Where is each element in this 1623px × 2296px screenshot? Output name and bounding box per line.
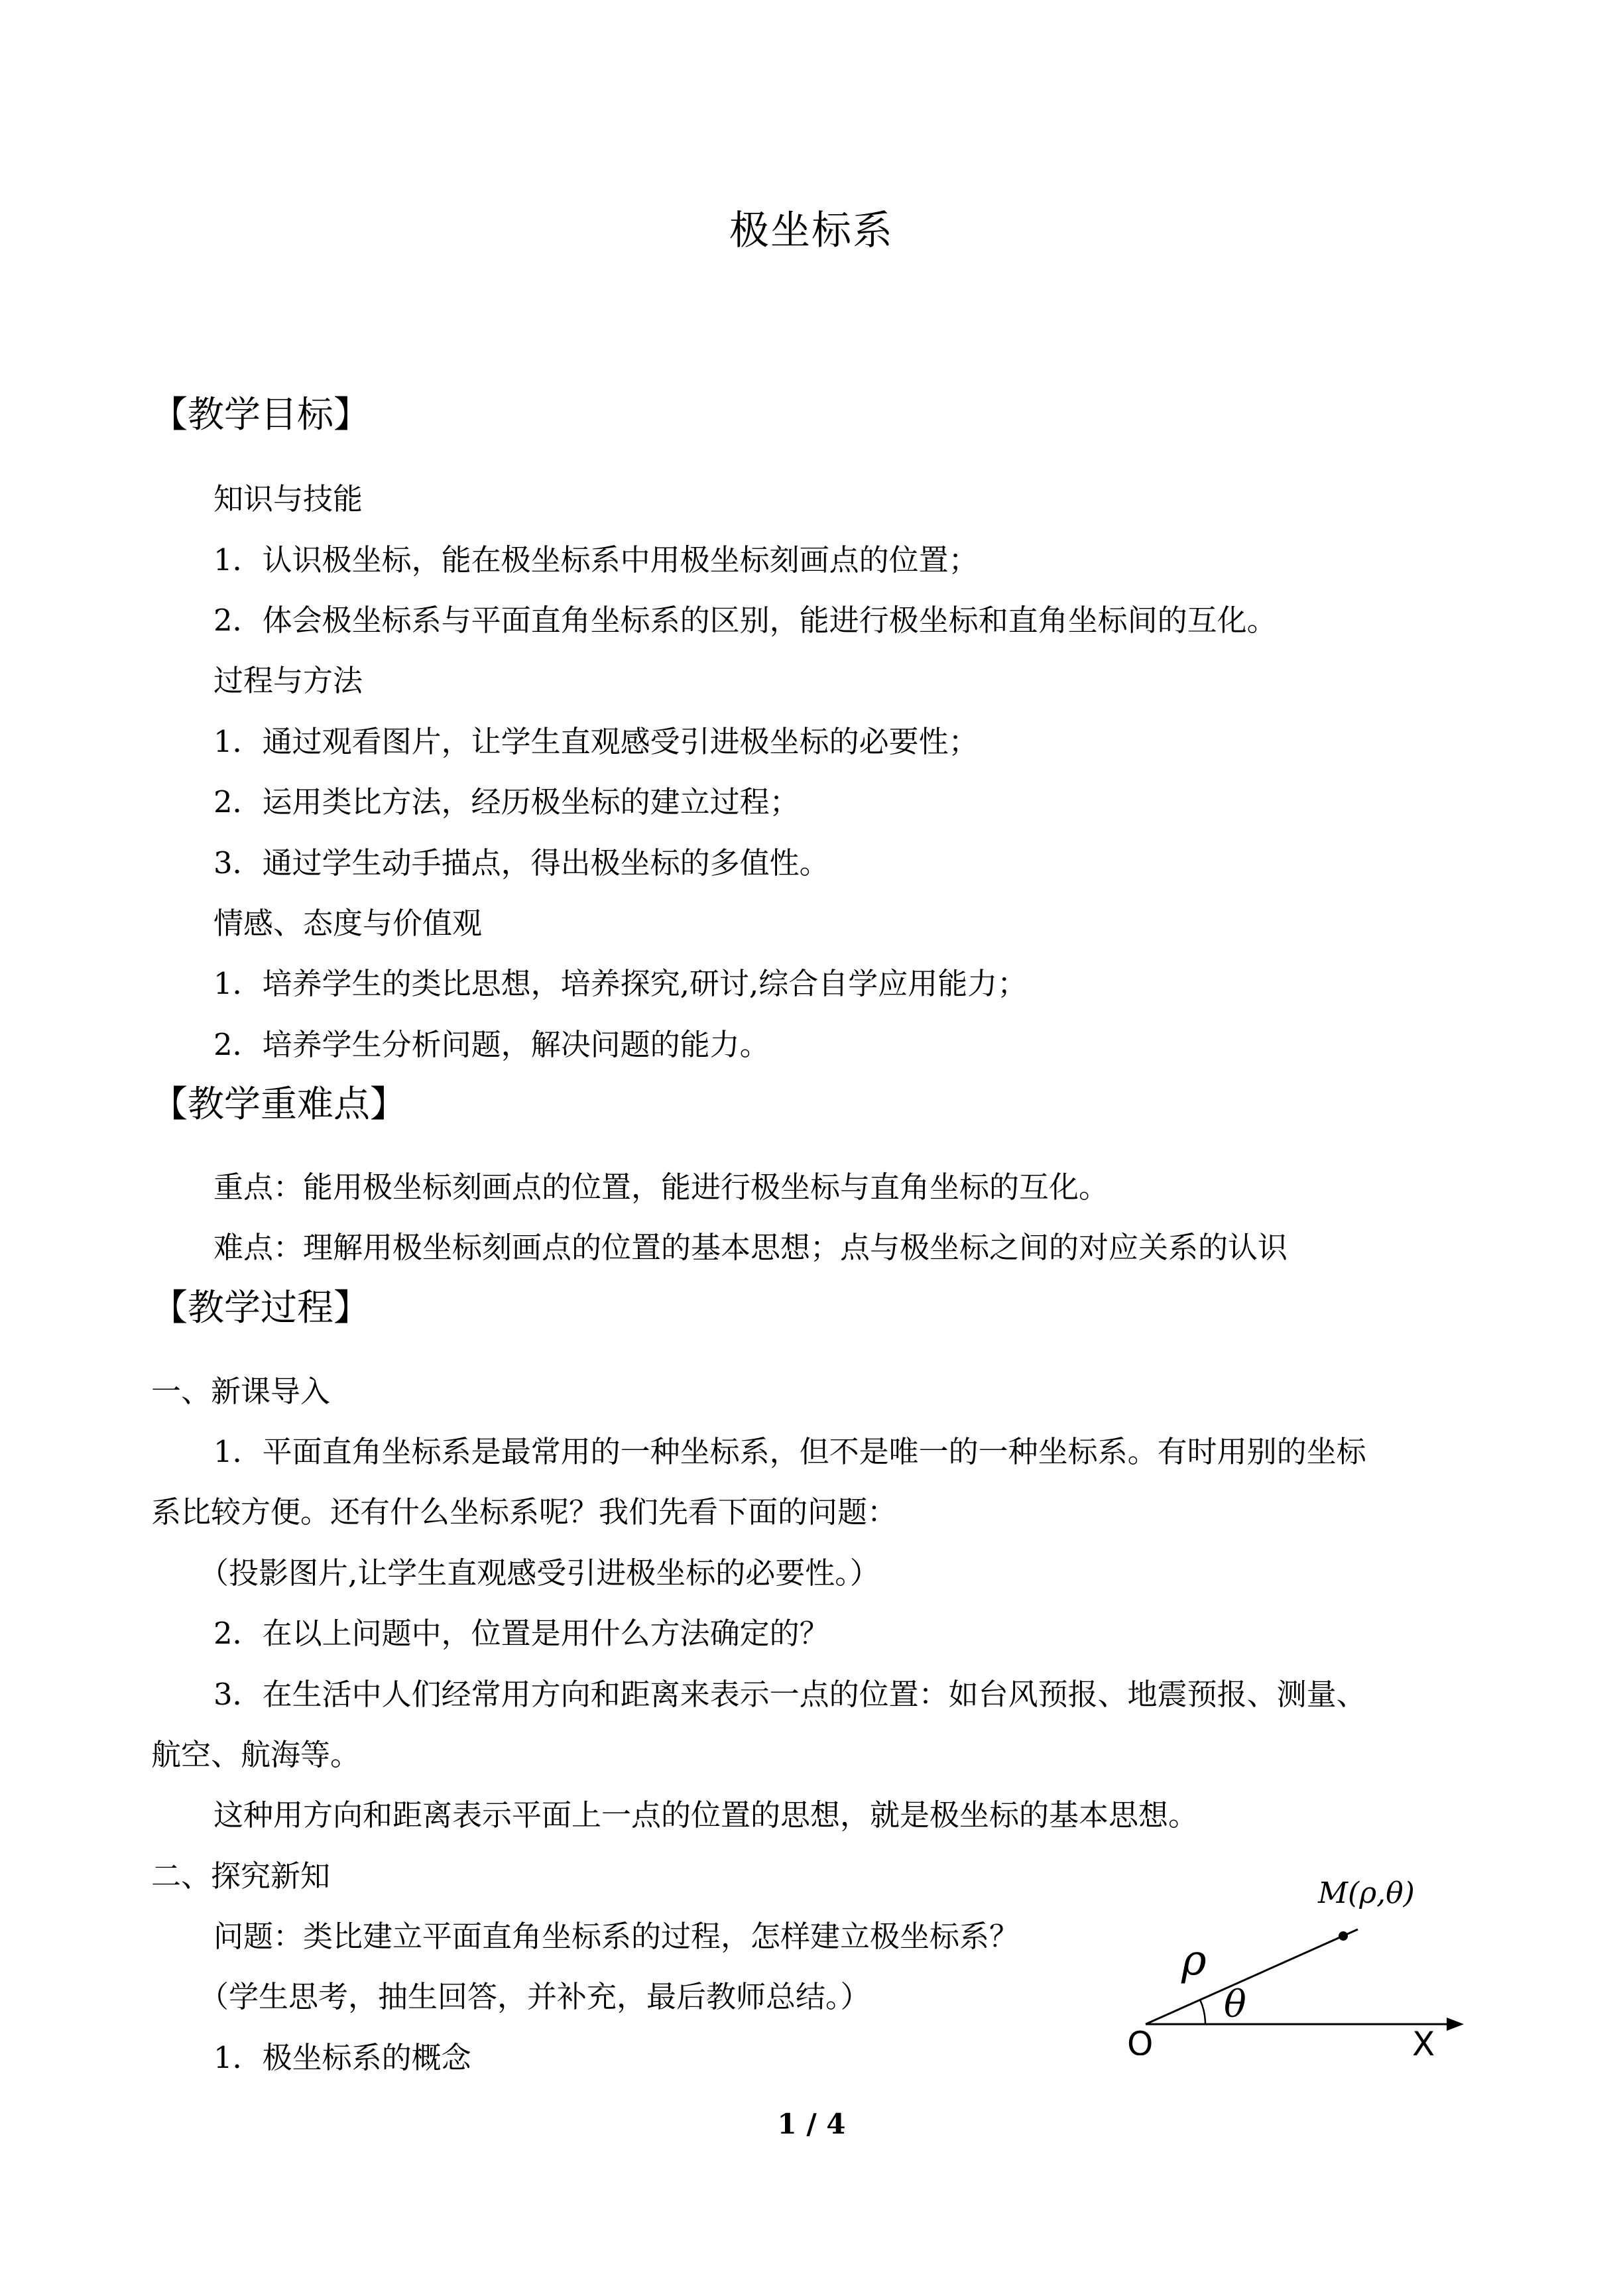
knowledge-item-1: 1．认识极坐标，能在极坐标系中用极坐标刻画点的位置； — [213, 542, 979, 577]
theta-label: θ — [1224, 1983, 1246, 2026]
point-label: M(ρ,θ) — [1318, 1876, 1415, 1910]
heading-key-points: 【教学重难点】 — [151, 1083, 407, 1125]
process-item-1: 1．通过观看图片，让学生直观感受引进极坐标的必要性； — [213, 724, 979, 759]
p2-line: 2．在以上问题中，位置是用什么方法确定的？ — [213, 1616, 829, 1651]
p3-line1: 3．在生活中人们经常用方向和距离来表示一点的位置：如台风预报、地震预报、测量、 — [213, 1677, 1366, 1712]
part1-title: 一、新课导入 — [151, 1374, 331, 1409]
process-label: 过程与方法 — [213, 663, 363, 698]
process-item-3: 3．通过学生动手描点，得出极坐标的多值性。 — [213, 845, 829, 880]
difficulty-point: 难点：理解用极坐标刻画点的位置的基本思想；点与极坐标之间的对应关系的认识 — [213, 1230, 1288, 1265]
answer-note: （学生思考，抽生回答，并补充，最后教师总结。） — [199, 1979, 871, 2014]
point-m — [1339, 1931, 1348, 1941]
rho-label: ρ — [1181, 1936, 1207, 1985]
polar-diagram — [1101, 1863, 1485, 2055]
process-item-2: 2．运用类比方法，经历极坐标的建立过程； — [213, 784, 800, 819]
emotion-item-1: 1．培养学生的类比思想，培养探究,研讨,综合自学应用能力； — [213, 966, 1028, 1001]
page-number: 1 / 4 — [777, 2108, 846, 2140]
emotion-item-2: 2．培养学生分析问题，解决问题的能力。 — [213, 1027, 770, 1062]
p1-line1: 1．平面直角坐标系是最常用的一种坐标系，但不是唯一的一种坐标系。有时用别的坐标 — [213, 1434, 1366, 1469]
key-point: 重点：能用极坐标刻画点的位置，能进行极坐标与直角坐标的互化。 — [213, 1170, 1109, 1205]
axis-arrow — [1447, 2018, 1464, 2031]
question-line: 问题：类比建立平面直角坐标系的过程，怎样建立极坐标系？ — [213, 1919, 1020, 1954]
p1-line2: 系比较方便。还有什么坐标系呢？我们先看下面的问题： — [151, 1494, 898, 1530]
origin-label: O — [1127, 2025, 1154, 2055]
p3-line2: 航空、航海等。 — [151, 1737, 361, 1772]
p1-note: （投影图片,让学生直观感受引进极坐标的必要性。） — [199, 1555, 880, 1591]
emotion-label: 情感、态度与价值观 — [213, 906, 483, 941]
concept-line: 1．极坐标系的概念 — [213, 2040, 471, 2075]
knowledge-label: 知识与技能 — [213, 481, 363, 516]
axis-label: X — [1412, 2025, 1435, 2055]
heading-objectives: 【教学目标】 — [151, 393, 371, 436]
part2-title: 二、探究新知 — [151, 1858, 331, 1894]
knowledge-item-2: 2．体会极坐标系与平面直角坐标系的区别，能进行极坐标和直角坐标间的互化。 — [213, 603, 1277, 638]
angle-arc — [1200, 2000, 1205, 2024]
radius-line — [1146, 1929, 1358, 2024]
heading-process: 【教学过程】 — [151, 1286, 371, 1329]
page-title: 极坐标系 — [729, 208, 894, 254]
p4-line: 这种用方向和距离表示平面上一点的位置的思想，就是极坐标的基本思想。 — [213, 1797, 1199, 1833]
